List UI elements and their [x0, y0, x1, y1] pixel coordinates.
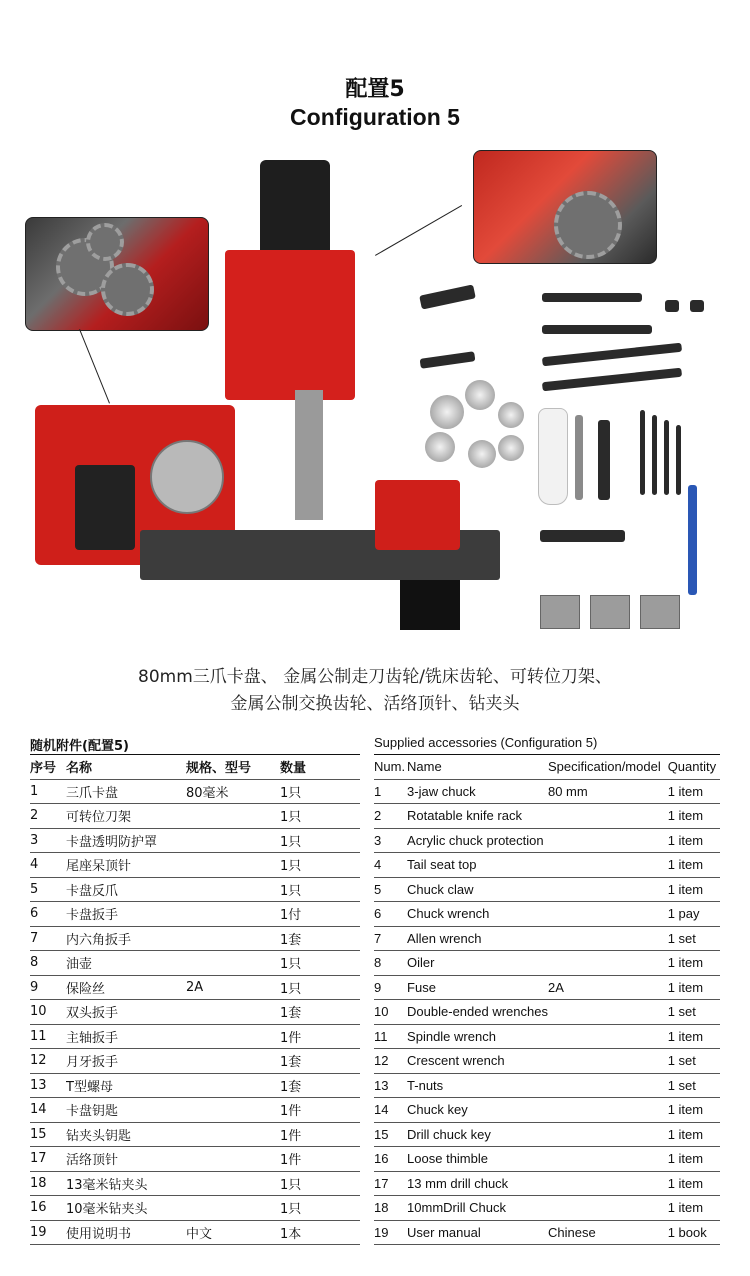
cell-spec [548, 1196, 668, 1221]
cell-name: 13毫米钻夹头 [66, 1177, 148, 1193]
table-row [30, 1220, 360, 1245]
cell-qty: 1只 [280, 785, 302, 801]
table-row [30, 828, 360, 853]
table-row [374, 828, 720, 853]
header-spec: Specification/model [547, 759, 661, 775]
table-row [30, 926, 360, 951]
cell-qty: 1 item [667, 808, 704, 824]
allen-wrench-icon [664, 420, 669, 495]
cell-spec [548, 1024, 668, 1049]
cell-qty: 1套 [280, 1079, 302, 1095]
cell-qty: 1件 [280, 1128, 302, 1144]
table-row [30, 975, 360, 1000]
header-name: 名称 [66, 761, 93, 777]
cell-name: 卡盘扳手 [66, 908, 119, 924]
table-row [374, 779, 720, 804]
cell-name: Chuck wrench [407, 906, 490, 922]
cell-num: 7 [30, 930, 39, 946]
cell-spec [186, 1073, 280, 1098]
callout-line [375, 205, 462, 256]
header-qty: 数量 [280, 761, 307, 777]
table-row [374, 1122, 720, 1147]
cell-name: Chuck claw [407, 881, 474, 897]
cell-num: 8 [374, 955, 382, 971]
cell-name: 油壶 [66, 957, 93, 973]
cell-num: 19 [374, 1224, 389, 1240]
callout-line [79, 329, 110, 404]
cell-spec [186, 1147, 280, 1172]
cell-name: Double-ended wrenches [407, 1004, 548, 1020]
cell-name: 10毫米钻夹头 [66, 1202, 148, 1218]
cell-name: 三爪卡盘 [66, 785, 119, 801]
cell-name: 保险丝 [66, 981, 106, 997]
cell-qty: 1 item [667, 857, 704, 873]
cell-name: Drill chuck key [407, 1126, 491, 1142]
cell-qty: 1只 [280, 1202, 302, 1218]
table-row [30, 1196, 360, 1221]
cell-spec [548, 1098, 668, 1123]
cell-qty: 1套 [280, 1006, 302, 1022]
cell-spec [548, 1073, 668, 1098]
cell-num: 10 [30, 1004, 47, 1020]
cell-qty: 1付 [280, 908, 302, 924]
cell-name: Rotatable knife rack [407, 808, 522, 824]
cell-qty: 1 item [667, 1126, 704, 1142]
table-row [374, 1073, 720, 1098]
chuck-jaw-part [498, 435, 524, 461]
cell-name: Allen wrench [407, 930, 482, 946]
cell-qty: 1套 [280, 932, 302, 948]
cell-spec [548, 902, 668, 927]
cell-spec [186, 877, 280, 902]
table-row [374, 1171, 720, 1196]
table-row [30, 853, 360, 878]
table-row [374, 951, 720, 976]
cell-qty: 1 item [667, 832, 704, 848]
header-num: Num. [374, 759, 406, 775]
cell-num: 11 [374, 1028, 388, 1044]
accessories-table-cn [30, 754, 360, 1245]
cell-qty: 1 item [667, 881, 704, 897]
gear-icon [554, 191, 622, 259]
cell-num: 17 [374, 1175, 389, 1191]
cell-qty: 1 item [667, 1200, 704, 1216]
table-row [30, 804, 360, 829]
cell-name: 卡盘透明防护罩 [66, 834, 158, 850]
table-row [374, 1098, 720, 1123]
cell-spec [186, 853, 280, 878]
table-row [374, 877, 720, 902]
cell-spec [548, 1000, 668, 1025]
cell-spec [548, 828, 668, 853]
cell-qty: 1 set [667, 1004, 696, 1020]
cell-qty: 1只 [280, 957, 302, 973]
cell-qty: 1 item [667, 1028, 704, 1044]
table-row [30, 1024, 360, 1049]
chuck-jaw-part [465, 380, 495, 410]
caption-line-2: 金属公制交换齿轮、活络顶针、钻夹头 [230, 694, 520, 714]
cell-name: 内六角扳手 [66, 932, 132, 948]
cell-num: 16 [30, 1200, 47, 1216]
reverse-jaw-icon [640, 595, 680, 629]
cell-spec [186, 951, 280, 976]
cell-spec: 中文 [186, 1226, 213, 1242]
cell-num: 14 [374, 1102, 389, 1118]
product-photo [20, 140, 730, 640]
machine-foot [400, 580, 460, 630]
wrench-icon [542, 325, 652, 334]
cell-num: 10 [374, 1004, 389, 1020]
cell-num: 2 [30, 808, 39, 824]
cell-qty: 1只 [280, 834, 302, 850]
reverse-jaw-icon [540, 595, 580, 629]
table-row [374, 1000, 720, 1025]
cell-num: 5 [30, 881, 39, 897]
table-row [30, 1049, 360, 1074]
cell-name: User manual [407, 1224, 481, 1240]
cell-name: 月牙扳手 [66, 1055, 119, 1071]
cell-num: 16 [374, 1151, 389, 1167]
mill-gear-inset [473, 150, 657, 264]
table-row [30, 951, 360, 976]
accessories-table-en [374, 754, 720, 1245]
cell-name: 卡盘钥匙 [66, 1104, 119, 1120]
cell-num: 3 [374, 832, 382, 848]
cell-name: Spindle wrench [407, 1028, 496, 1044]
drill-chuck [419, 284, 476, 309]
cell-name: Crescent wrench [407, 1053, 505, 1069]
cell-name: Acrylic chuck protection [407, 832, 544, 848]
cell-num: 12 [30, 1053, 47, 1069]
cell-spec [548, 877, 668, 902]
cell-spec [548, 804, 668, 829]
cell-num: 4 [30, 857, 39, 873]
allen-wrench-icon [652, 415, 657, 495]
cell-name: 13 mm drill chuck [407, 1175, 509, 1191]
table-cn-title: 随机附件(配置5) [30, 739, 129, 754]
cell-name: 卡盘反爪 [66, 883, 119, 899]
page-title-cn: 配置5 [345, 77, 405, 102]
cell-name: 使用说明书 [66, 1226, 132, 1242]
chuck [150, 440, 224, 514]
table-row [30, 1147, 360, 1172]
gear-icon [86, 223, 124, 261]
center-icon [575, 415, 583, 500]
cell-spec [186, 1122, 280, 1147]
cell-name: Tail seat top [407, 857, 477, 873]
table-header-row [30, 755, 360, 780]
control-panel [75, 465, 135, 550]
chuck-jaw-part [430, 395, 464, 429]
table-row [30, 1000, 360, 1025]
header-qty: Quantity [667, 759, 717, 775]
cell-num: 9 [374, 979, 382, 995]
cell-name: 10mmDrill Chuck [407, 1200, 507, 1216]
cell-qty: 1 item [667, 955, 704, 971]
tailstock [375, 480, 460, 550]
live-center [420, 351, 476, 369]
cell-qty: 1 set [667, 930, 696, 946]
cell-qty: 1只 [280, 1177, 302, 1193]
cell-num: 7 [374, 930, 382, 946]
cell-qty: 1 set [667, 1053, 696, 1069]
cell-qty: 1 item [667, 979, 704, 995]
cell-spec [186, 1024, 280, 1049]
cell-num: 18 [374, 1200, 389, 1216]
cell-qty: 1 item [667, 1175, 704, 1191]
gear-detail-inset [25, 217, 209, 331]
cell-qty: 1件 [280, 1104, 302, 1120]
cell-num: 12 [374, 1053, 389, 1069]
cell-spec [186, 902, 280, 927]
cell-num: 14 [30, 1102, 47, 1118]
cell-spec [186, 1098, 280, 1123]
cell-qty: 1本 [280, 1226, 302, 1242]
cell-name: 活络顶针 [66, 1153, 119, 1169]
cell-name: 主轴扳手 [66, 1030, 119, 1046]
cell-num: 1 [374, 783, 382, 799]
table-row [374, 926, 720, 951]
cell-num: 3 [30, 832, 39, 848]
table-row [374, 853, 720, 878]
table-row [374, 804, 720, 829]
cell-spec [186, 828, 280, 853]
wrench-icon [542, 293, 642, 302]
mill-pillar [295, 390, 323, 520]
cell-name: 尾座呆顶针 [66, 859, 132, 875]
table-row [374, 1049, 720, 1074]
cell-spec [548, 951, 668, 976]
drill-chuck-key-icon [540, 530, 625, 542]
cell-num: 15 [30, 1126, 47, 1142]
cell-name: 钻夹头钥匙 [66, 1128, 132, 1144]
cell-spec [548, 1171, 668, 1196]
cell-name: 可转位刀架 [66, 810, 132, 826]
table-row [374, 1147, 720, 1172]
cell-name: Oiler [407, 955, 435, 971]
cell-qty: 1 book [667, 1224, 707, 1240]
cell-name: 3-jaw chuck [407, 783, 476, 799]
cell-qty: 1只 [280, 810, 302, 826]
page-title-en: Configuration 5 [290, 104, 460, 130]
cell-spec [548, 1049, 668, 1074]
reverse-jaw-icon [590, 595, 630, 629]
cell-qty: 1只 [280, 981, 302, 997]
cell-num: 13 [30, 1077, 47, 1093]
table-row [30, 779, 360, 804]
mill-head [225, 250, 355, 400]
cell-name: Fuse [407, 979, 436, 995]
cell-qty: 1只 [280, 859, 302, 875]
cell-num: 6 [374, 906, 382, 922]
t-nut-icon [665, 300, 679, 312]
cell-name: T型螺母 [66, 1079, 113, 1095]
cell-qty: 1 item [667, 1151, 704, 1167]
cell-num: 15 [374, 1126, 389, 1142]
cell-num: 1 [30, 783, 39, 799]
table-row [30, 1122, 360, 1147]
cell-spec [548, 853, 668, 878]
header-name: Name [407, 759, 442, 775]
table-row [374, 1024, 720, 1049]
cell-spec [548, 1147, 668, 1172]
cell-num: 5 [374, 881, 382, 897]
cell-num: 6 [30, 906, 39, 922]
cell-spec [186, 1171, 280, 1196]
cell-spec [186, 1196, 280, 1221]
cell-num: 9 [30, 979, 39, 995]
cell-name: 双头扳手 [66, 1006, 119, 1022]
cell-spec [548, 1122, 668, 1147]
table-row [30, 1073, 360, 1098]
table-row [374, 1196, 720, 1221]
table-row [374, 975, 720, 1000]
cell-qty: 1件 [280, 1153, 302, 1169]
crescent-wrench-icon [542, 368, 682, 392]
cell-qty: 1件 [280, 1030, 302, 1046]
table-header-row [374, 755, 720, 780]
cell-qty: 1 pay [667, 906, 700, 922]
spindle-wrench-icon [688, 485, 697, 595]
chuck-jaw-part [498, 402, 524, 428]
cell-spec [186, 1000, 280, 1025]
allen-wrench-icon [640, 410, 645, 495]
chuck-jaw-part [425, 432, 455, 462]
caption-line-1: 80mm三爪卡盘、 金属公制走刀齿轮/铣床齿轮、可转位刀架、 [138, 667, 612, 687]
cell-spec [186, 804, 280, 829]
cell-num: 11 [30, 1028, 47, 1044]
allen-wrench-icon [676, 425, 681, 495]
cell-name: Chuck key [407, 1102, 468, 1118]
cell-qty: 1 set [667, 1077, 696, 1093]
header-num: 序号 [30, 761, 57, 777]
cell-spec: 80毫米 [186, 785, 229, 801]
cell-num: 8 [30, 955, 39, 971]
cell-spec [186, 926, 280, 951]
table-row [374, 1220, 720, 1245]
cell-num: 19 [30, 1224, 47, 1240]
gear-icon [101, 263, 154, 316]
cell-name: Loose thimble [407, 1151, 488, 1167]
header-spec: 规格、型号 [186, 761, 252, 777]
table-row [30, 902, 360, 927]
cell-qty: 1 item [667, 783, 704, 799]
table-row [30, 1098, 360, 1123]
table-row [30, 1171, 360, 1196]
cell-spec: 2A [186, 979, 204, 995]
cell-spec: 2A [547, 979, 564, 995]
cell-spec: Chinese [547, 1224, 596, 1240]
cell-num: 13 [374, 1077, 389, 1093]
cell-name: T-nuts [407, 1077, 444, 1093]
cell-num: 2 [374, 808, 382, 824]
crescent-wrench-icon [542, 343, 682, 367]
cell-spec [186, 1049, 280, 1074]
table-row [30, 877, 360, 902]
table-en-title: Supplied accessories (Configuration 5) [374, 735, 598, 750]
t-nut-icon [690, 300, 704, 312]
cell-spec: 80 mm [547, 783, 588, 799]
cell-spec [548, 926, 668, 951]
cell-num: 17 [30, 1151, 47, 1167]
cell-qty: 1只 [280, 883, 302, 899]
chuck-key-icon [598, 420, 610, 500]
cell-qty: 1套 [280, 1055, 302, 1071]
cell-num: 4 [374, 857, 382, 873]
chuck-jaw-part [468, 440, 496, 468]
cell-num: 18 [30, 1175, 47, 1191]
cell-qty: 1 item [667, 1102, 704, 1118]
oiler-icon [538, 408, 568, 505]
table-row [374, 902, 720, 927]
